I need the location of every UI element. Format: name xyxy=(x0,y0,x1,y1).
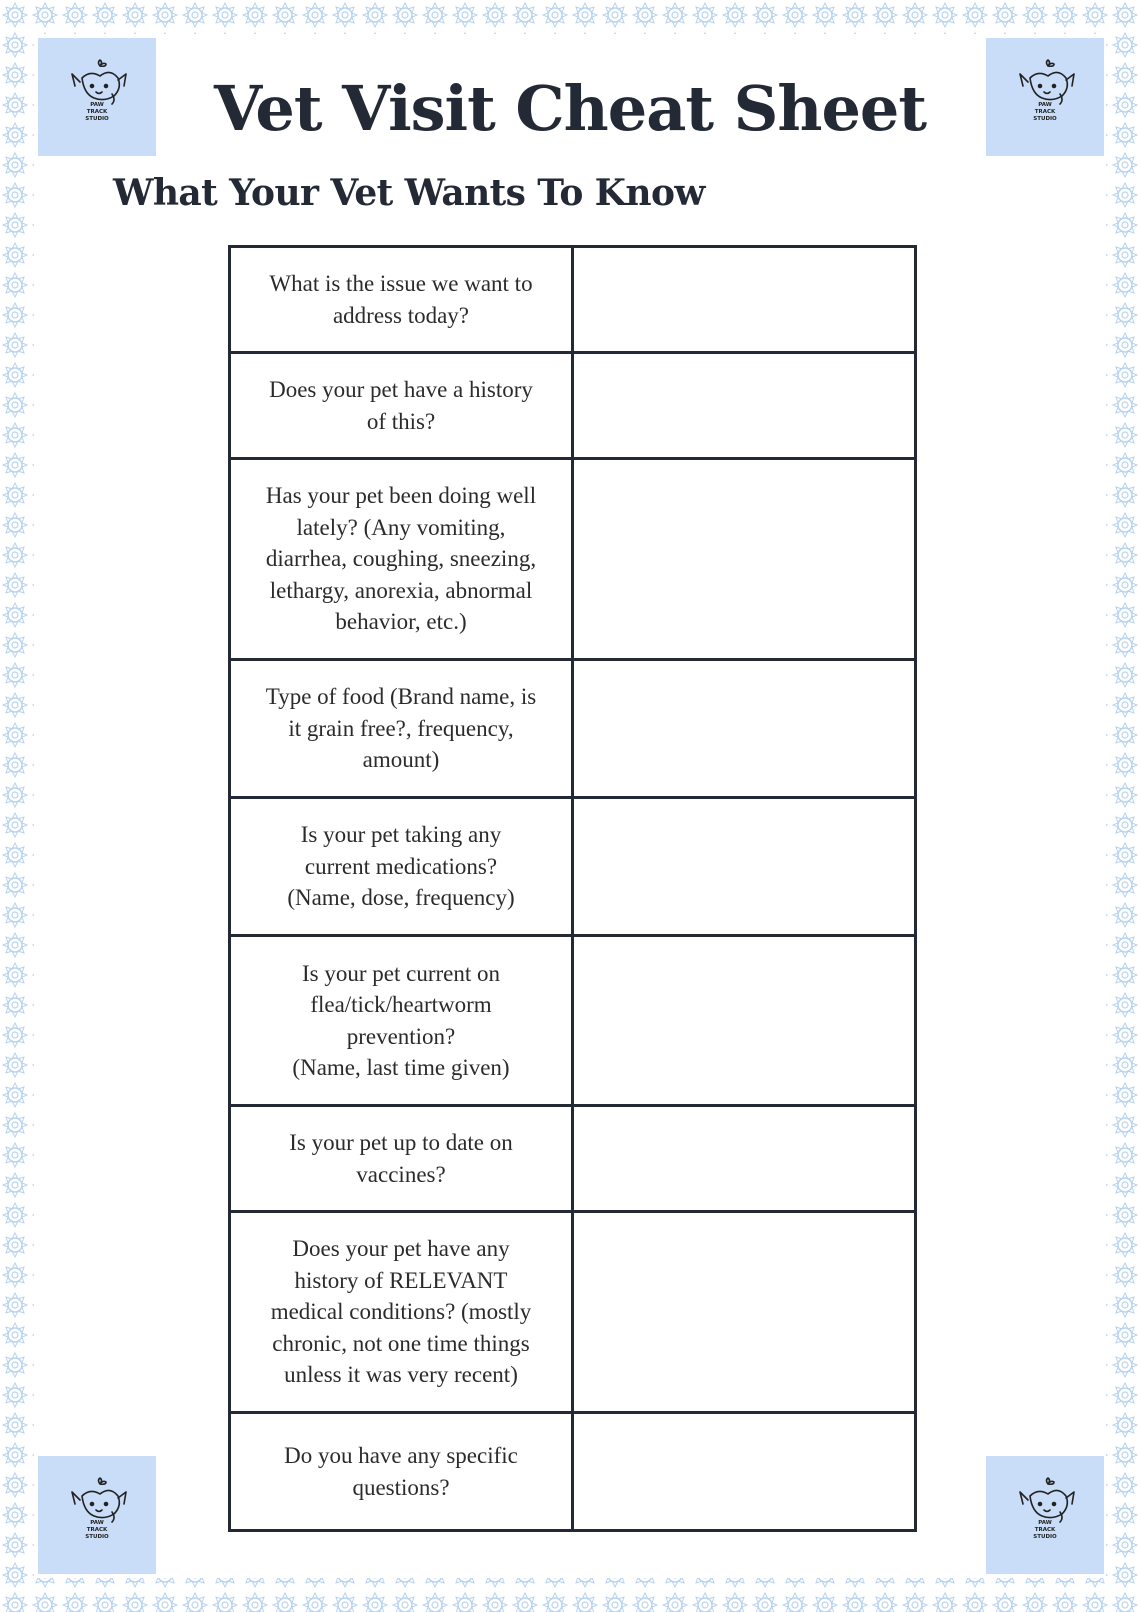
answer-cell[interactable] xyxy=(573,936,916,1106)
table-row xyxy=(230,353,916,459)
logo-text xyxy=(986,1520,1104,1541)
dog-cat-logo-icon xyxy=(986,1456,1104,1574)
question-line: unless it was very recent) xyxy=(284,1362,518,1388)
logo-text-line: TRACK xyxy=(1034,1527,1056,1533)
question-cell xyxy=(230,1413,573,1531)
answer-cell[interactable] xyxy=(573,247,916,353)
question-cell xyxy=(230,1212,573,1413)
question-line: vaccines? xyxy=(356,1161,446,1187)
table-row xyxy=(230,459,916,660)
logo-text-line: TRACK xyxy=(86,109,108,115)
question-line: address today? xyxy=(332,302,470,328)
question-cell xyxy=(230,459,573,660)
question-text xyxy=(231,268,571,331)
question-line: amount) xyxy=(362,747,440,773)
logo-text-line: TRACK xyxy=(1034,109,1056,115)
question-line: current medications? xyxy=(304,853,498,879)
question-line: Has your pet been doing well xyxy=(265,483,537,509)
question-cell xyxy=(230,798,573,936)
question-text xyxy=(231,1440,571,1503)
question-line: prevention? xyxy=(346,1023,456,1049)
section-subtitle: What Your Vet Wants To Know xyxy=(113,172,705,214)
logo-text-line: STUDIO xyxy=(85,1534,109,1540)
logo-text-line: STUDIO xyxy=(1033,1534,1057,1540)
logo-text-line: STUDIO xyxy=(1033,116,1057,122)
question-line: lately? (Any vomiting, xyxy=(296,514,506,540)
question-text xyxy=(231,1127,571,1190)
table-row xyxy=(230,798,916,936)
question-line: flea/tick/heartworm xyxy=(310,992,492,1017)
question-cell xyxy=(230,1106,573,1212)
logo-badge-bottom-left xyxy=(38,1456,156,1574)
logo-text-line: PAW xyxy=(90,102,104,108)
logo-text-line: PAW xyxy=(1038,102,1052,108)
logo-text-line: PAW xyxy=(90,1520,104,1526)
logo-badge-top-left xyxy=(38,38,156,156)
question-line: Do you have any specific xyxy=(284,1443,518,1468)
answer-cell[interactable] xyxy=(573,1106,916,1212)
question-line: Does your pet have a history xyxy=(269,377,533,402)
answer-cell[interactable] xyxy=(573,798,916,936)
table-row xyxy=(230,247,916,353)
question-cell xyxy=(230,660,573,798)
logo-text-line: TRACK xyxy=(86,1527,108,1533)
table-row xyxy=(230,1413,916,1531)
logo-text xyxy=(986,102,1104,123)
answer-cell[interactable] xyxy=(573,1212,916,1413)
question-line: What is the issue we want to xyxy=(269,271,533,296)
question-line: lethargy, anorexia, abnormal xyxy=(269,577,533,603)
dog-cat-logo-icon xyxy=(38,1456,156,1574)
question-line: it grain free?, frequency, xyxy=(288,715,514,741)
table-row xyxy=(230,1212,916,1413)
logo-badge-top-right xyxy=(986,38,1104,156)
question-line: medical conditions? (mostly xyxy=(270,1299,532,1325)
question-cell xyxy=(230,353,573,459)
question-line: (Name, last time given) xyxy=(292,1055,510,1080)
question-line: Type of food (Brand name, is xyxy=(265,684,537,710)
logo-text xyxy=(38,1520,156,1541)
answer-cell[interactable] xyxy=(573,459,916,660)
answer-cell[interactable] xyxy=(573,353,916,459)
question-line: chronic, not one time things xyxy=(272,1330,530,1356)
logo-badge-bottom-right xyxy=(986,1456,1104,1574)
question-cell xyxy=(230,247,573,353)
table-row xyxy=(230,1106,916,1212)
question-text xyxy=(231,1233,571,1391)
question-line: questions? xyxy=(352,1474,450,1500)
question-line: of this? xyxy=(366,408,436,434)
table-row xyxy=(230,660,916,798)
answer-cell[interactable] xyxy=(573,1413,916,1531)
question-text xyxy=(231,819,571,914)
question-line: (Name, dose, frequency) xyxy=(287,885,515,911)
question-text xyxy=(231,374,571,437)
question-text xyxy=(231,958,571,1084)
question-line: history of RELEVANT xyxy=(294,1267,508,1293)
question-line: Is your pet current on xyxy=(302,960,500,986)
dog-cat-logo-icon xyxy=(986,38,1104,156)
logo-text xyxy=(38,102,156,123)
question-line: Is your pet up to date on xyxy=(289,1130,513,1155)
logo-text-line: PAW xyxy=(1038,1520,1052,1526)
question-line: diarrhea, coughing, sneezing, xyxy=(265,546,537,572)
question-text xyxy=(231,480,571,638)
question-cell xyxy=(230,936,573,1106)
question-line: Is your pet taking any xyxy=(300,822,502,848)
question-line: behavior, etc.) xyxy=(335,609,467,635)
dog-cat-logo-icon xyxy=(38,38,156,156)
table-row xyxy=(230,936,916,1106)
page-title: Vet Visit Cheat Sheet xyxy=(214,72,926,145)
answer-cell[interactable] xyxy=(573,660,916,798)
question-text xyxy=(231,681,571,776)
question-table xyxy=(228,245,917,1532)
question-line: Does your pet have any xyxy=(292,1236,510,1262)
logo-text-line: STUDIO xyxy=(85,116,109,122)
